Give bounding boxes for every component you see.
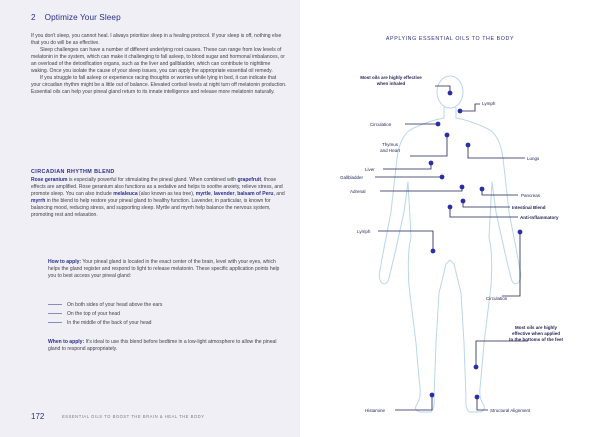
list-item (48, 318, 284, 327)
point-dot (440, 175, 445, 180)
label-feet-line3: to the bottoms of the feet (509, 337, 563, 342)
torso-outline (379, 107, 520, 412)
body-outline (379, 76, 520, 412)
label-circulation-top: Circulation (370, 122, 392, 127)
when-text: It's ideal to use this blend before bedtime in a low-light atmosphere to allow the pineal gland to respond appropriately. (48, 339, 277, 353)
label-lymph-top: Lymph (482, 101, 496, 106)
section-number: 2 (31, 13, 36, 22)
leader-lymph-top (460, 104, 480, 111)
page-number: 172 (31, 412, 45, 421)
bullet-rule (48, 304, 62, 305)
label-inhaled-line2: when inhaled (376, 81, 406, 86)
leader-lungs (468, 145, 525, 158)
paragraph: Sleep challenges can have a number of different underlying root causes. These can range from low levels of melatonin in the system, which can make it challenging to fall asleep, to blood sugar and hormonal imbalances, or an overload of the detoxification organs, such as the liver and gallbladder, which can contribute to nighttime waking. Once you isolate the cause of your sleep issues, you can apply the appropriate essential oil remedy. (31, 47, 285, 75)
point-dot (474, 365, 479, 370)
list-item (48, 309, 284, 318)
oil-name: melaleuca (113, 191, 138, 198)
diagram-title: APPLYING ESSENTIAL OILS TO THE BODY (385, 36, 515, 42)
point-text: On the top of your head (67, 310, 121, 317)
oil-name: myrtle (195, 191, 211, 198)
label-intestinal: Intestinal Blend (512, 205, 546, 210)
label-anti-inflammatory: Anti-Inflammatory (520, 215, 559, 220)
leader-pancreas (482, 189, 518, 195)
oil-name: Rose geranium (31, 177, 68, 183)
leader-anti-inflammatory (450, 207, 518, 217)
point-dot (458, 109, 463, 114)
label-lungs: Lungs (527, 156, 540, 161)
application-points (48, 300, 284, 327)
label-feet-line1: Most oils are highly (514, 325, 558, 330)
bullet-rule (48, 313, 62, 314)
how-label: How to apply: (48, 259, 82, 265)
blend-heading: CIRCADIAN RHYTHM BLEND (31, 169, 115, 175)
section-title: Optimize Your Sleep (44, 13, 121, 22)
leader-lines (375, 86, 528, 410)
oil-name: grapefruit (237, 177, 262, 183)
text-run: in the blend to help restore your pineal gland to healthy function. Lavender, in particular, is known for balancing mood, reducing stress, and supporting sleep. Myrtle and myrrh help balance the nervous system, promoting rest and relaxation. (31, 198, 271, 219)
diagram-labels (340, 75, 563, 413)
point-dot (475, 395, 480, 400)
oil-name: myrrh (31, 198, 46, 205)
point-dot (431, 249, 436, 254)
when-label: When to apply: (48, 339, 85, 345)
paragraph: If you struggle to fall asleep or experience racing thoughts or worries while lying in bed, it can indicate that your circadian rhythm might be a little out of balance. Elevated cortisol levels at night turn off melatonin production. Essential oils can help your pineal gland return to its innate intelligence and release more melatonin naturally. (31, 75, 287, 96)
label-liver: Liver (365, 167, 375, 172)
point-dot (430, 393, 435, 398)
bullet-rule (48, 322, 62, 323)
point-dot (480, 187, 485, 192)
section-heading (31, 13, 121, 22)
label-circulation-right: Circulation (486, 296, 508, 301)
point-dot (445, 133, 450, 138)
running-head: ESSENTIAL OILS TO BOOST THE BRAIN & HEAL THE BODY (62, 414, 205, 419)
point-dot (466, 143, 471, 148)
text-run: , (210, 191, 214, 198)
blend-description (31, 177, 287, 219)
point-dot (461, 199, 466, 204)
point-dot (436, 122, 441, 127)
point-dot (448, 91, 453, 96)
leader-liver (383, 163, 431, 169)
point-text: On both sides of your head above the ears (67, 301, 163, 308)
point-dot (429, 161, 434, 166)
label-pancreas: Pancreas (521, 193, 541, 198)
body-diagram (300, 0, 600, 437)
application-points (429, 91, 523, 400)
label-adrenal: Adrenal (350, 189, 366, 194)
right-page (300, 0, 600, 437)
label-inhaled-line1: Most oils are highly effective (360, 75, 422, 80)
point-dot (460, 185, 465, 190)
intro-text (31, 33, 287, 96)
leader-intestinal (463, 201, 510, 207)
label-thymus-line2: and Heart (380, 148, 400, 153)
list-item (48, 300, 284, 309)
leader-histamine (395, 395, 432, 410)
leader-thymus (410, 135, 447, 156)
label-gallbladder: Gallbladder (340, 175, 364, 180)
text-run: , and (273, 191, 285, 198)
label-histamine: Histamine (365, 408, 386, 413)
text-run: is especially powerful for stimulating the pineal gland. When combined with (67, 177, 238, 183)
leader-adrenal (380, 187, 462, 191)
oil-name: balsam of Peru (237, 191, 274, 198)
text-run: , (234, 191, 238, 198)
text-run: (also known as tea tree), (137, 191, 196, 198)
oil-name: lavender (213, 191, 235, 198)
text-run: , those effects are amplified. Rose geranium also functions as a sedative and helps to soothe anxiety, relieve stress, and promote sleep. You can also include (31, 177, 283, 198)
how-text: Your pineal gland is located in the exact center of the brain, level with your eyes, which helps the gland register and respond to light to release melatonin. These specific application points help you to best access your pineal gland: (48, 259, 280, 280)
point-dot (518, 230, 523, 235)
label-lymph-left: Lymph (357, 229, 371, 234)
point-dot (448, 205, 453, 210)
paragraph: If you don't sleep, you cannot heal. I always prioritize sleep in a healing protocol. If your sleep is off, nothing else that you do will be as effective. (31, 33, 282, 47)
label-structural: Structural Alignment (490, 408, 531, 413)
leader-circulation-right (502, 232, 520, 296)
label-feet-line2: effective when applied (511, 331, 561, 336)
how-to-apply (48, 259, 284, 280)
point-text: In the middle of the back of your head (67, 319, 152, 326)
when-to-apply (48, 339, 284, 353)
label-thymus-line1: Thymus (381, 142, 399, 147)
